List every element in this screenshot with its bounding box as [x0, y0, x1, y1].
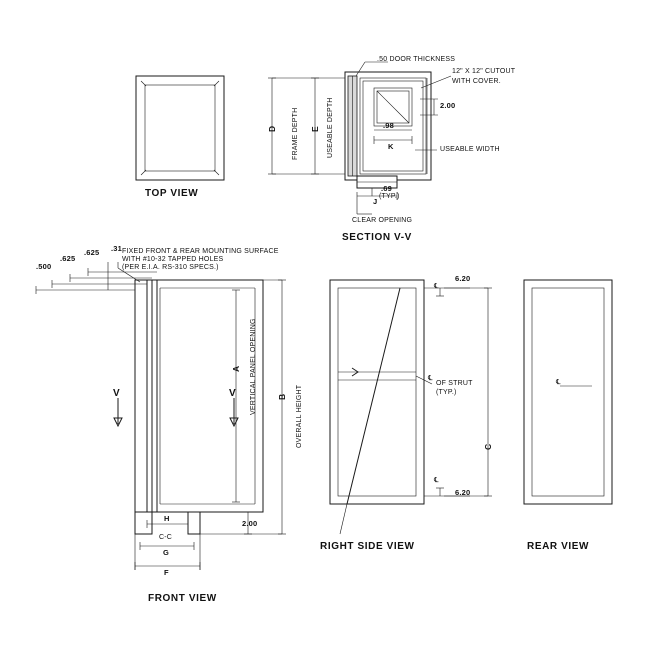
front-dim-2-00: 2.00	[242, 519, 258, 528]
cutout-label-line1: 12" X 12" CUTOUT	[452, 68, 516, 75]
dim-letter-j: J	[373, 197, 378, 206]
vertical-panel-opening-label: VERTICAL PANEL OPENING	[250, 318, 257, 415]
strut-note-line1: OF STRUT	[436, 380, 473, 387]
right-dim-620-bottom: 6.20	[455, 488, 471, 497]
rear-centerline-symbol: ℄	[556, 379, 561, 386]
dim-letter-e: E	[310, 126, 320, 132]
overall-height-label: OVERALL HEIGHT	[296, 384, 303, 448]
strut-note-line2: (TYP.)	[436, 389, 457, 396]
dim-letter-b: B	[277, 393, 287, 400]
section-typ-note: (TYP.)	[379, 193, 400, 200]
mounting-note-line1: FIXED FRONT & REAR MOUNTING SURFACE	[122, 248, 279, 255]
section-view-title: SECTION V-V	[342, 232, 412, 243]
mounting-note-line2: WITH #10-32 TAPPED HOLES	[122, 256, 224, 263]
section-dim-98: .98	[383, 121, 395, 130]
section-dim-69: .69	[381, 184, 393, 193]
mounting-note-line3: (PER E.I.A. RS-310 SPECS.)	[122, 264, 219, 271]
dim-letter-d: D	[267, 125, 277, 132]
dim-cc-label: C-C	[159, 534, 173, 541]
clear-opening-label: CLEAR OPENING	[352, 217, 413, 224]
rear-view-title: REAR VIEW	[527, 541, 590, 552]
front-dim-625-a: .625	[60, 254, 76, 263]
front-dim-625-b: .625	[84, 248, 100, 257]
dim-letter-k: K	[388, 142, 394, 151]
dim-letter-h: H	[164, 514, 170, 523]
centerline-symbol-bottom: ℄	[434, 477, 439, 484]
section-dim-2-00: 2.00	[440, 101, 456, 110]
centerline-symbol-top: ℄	[434, 283, 439, 290]
front-dim-31: .31	[111, 244, 123, 253]
frame-depth-label: FRAME DEPTH	[292, 107, 299, 160]
front-dim-500: .500	[36, 262, 52, 271]
right-dim-620-top: 6.20	[455, 274, 471, 283]
centerline-symbol-strut: ℄	[428, 375, 433, 382]
door-thickness-label: .50 DOOR THICKNESS	[377, 56, 456, 63]
cutout-label-line2: WITH COVER.	[452, 78, 501, 85]
useable-width-label: USEABLE WIDTH	[440, 146, 500, 153]
useable-depth-label: USEABLE DEPTH	[327, 97, 334, 158]
top-view-title: TOP VIEW	[145, 188, 199, 199]
right-side-view-title: RIGHT SIDE VIEW	[320, 541, 415, 552]
dim-letter-f: F	[164, 568, 169, 577]
dim-letter-c: C	[483, 443, 493, 450]
dim-letter-g: G	[163, 548, 170, 557]
section-mark-right: V	[229, 388, 237, 399]
dim-letter-a: A	[231, 365, 241, 372]
front-view-title: FRONT VIEW	[148, 593, 217, 604]
section-mark-left: V	[113, 388, 121, 399]
